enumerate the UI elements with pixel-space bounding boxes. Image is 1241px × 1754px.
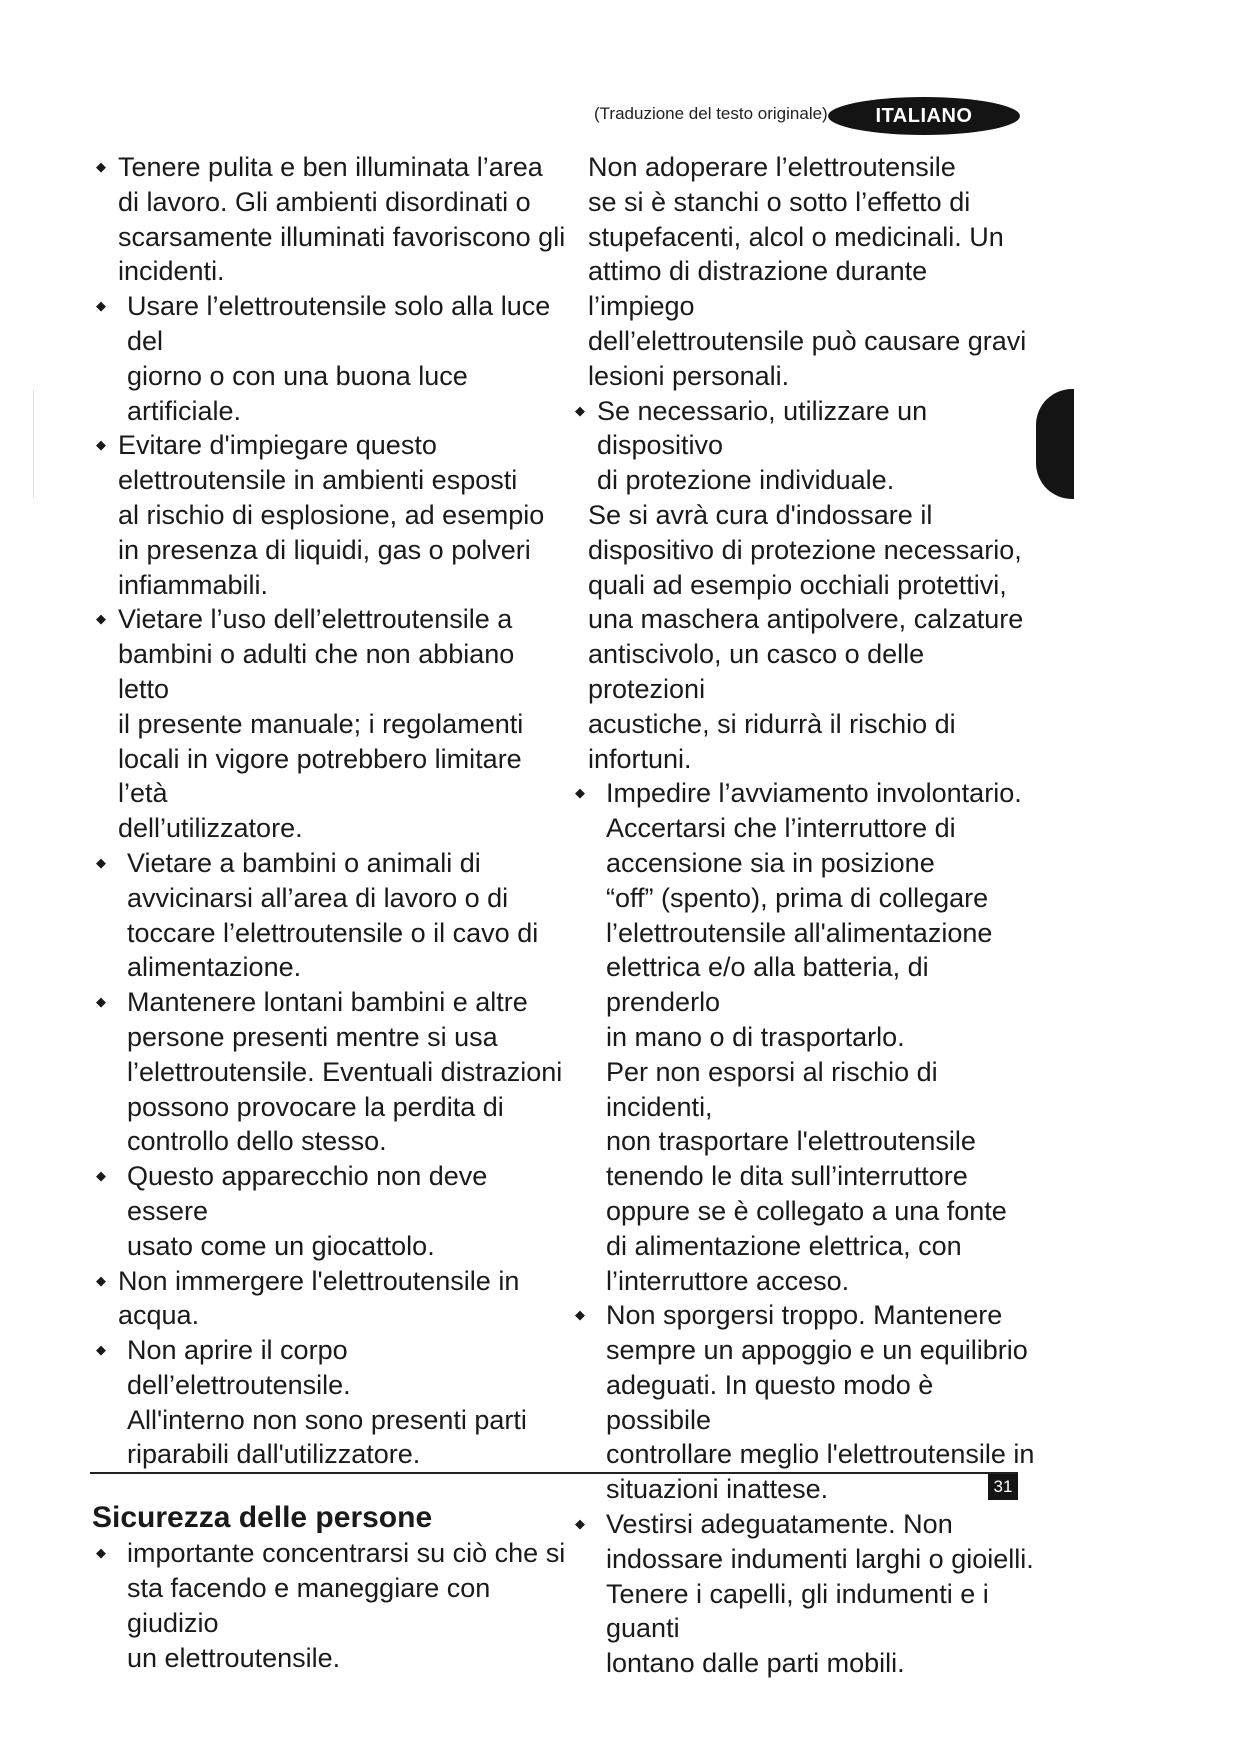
- item-text: Evitare d'impiegare questo elettroutensile in ambienti esposti al rischio di esplosione, ad esempio in presenza di liquidi, gas o polveri infiammabili.: [118, 430, 545, 600]
- item-text: Questo apparecchio non deve essere usato come un giocattolo.: [127, 1161, 488, 1261]
- left-column: [92, 150, 566, 1675]
- section-heading: Sicurezza delle persone: [92, 1501, 433, 1535]
- list-item: [96, 1333, 566, 1472]
- bullet-icon: ◆: [96, 159, 106, 174]
- bullet-icon: ◆: [96, 437, 106, 453]
- item-text: Usare l’elettroutensile solo alla luce del giorno o con una buona luce artificiale.: [127, 291, 551, 426]
- list-item: [96, 1159, 566, 1263]
- bullet-icon: ◆: [96, 611, 106, 627]
- item-text: Non sporgersi troppo. Mantenere sempre un appoggio e un equilibrio adeguati. In questo modo è possibile controllare meglio l'elettroutensile in situazioni inattese.: [606, 1300, 1035, 1505]
- item-text: Impedire l’avviamento involontario. Accertarsi che l’interruttore di accensione sia in posizione “off” (spento), prima di collegare l’elettroutensile all'alimentazione elettrica e/o alla batteria, di prenderlo in mano o di trasportarlo. Per non esporsi al rischio di incidenti, non trasportare l'elettroutensile tenendo le dita sull’interruttore oppure se è collegato a una fonte di alimentazione elettrica, con l’interruttore acceso.: [606, 778, 1022, 1296]
- list-item: [575, 1298, 1037, 1507]
- item-text: Non immergere l'elettroutensile in acqua.: [118, 1265, 520, 1331]
- list-item: [96, 428, 566, 602]
- item-text: Mantenere lontani bambini e altre persone presenti mentre si usa l’elettroutensile. Eventuali distrazioni possono provocare la perdita di controllo dello stesso.: [127, 987, 563, 1157]
- item-text: Tenere pulita e ben illuminata l’area di lavoro. Gli ambienti disordinati o scarsamente illuminati favoriscono gli incidenti.: [118, 152, 566, 287]
- bullet-icon: ◆: [96, 298, 106, 314]
- intro-paragraph: Non adoperare l’elettroutensile se si è stanchi o sotto l’effetto di stupefacenti, alcol o medicinali. Un attimo di distrazione durante l’impiego dell’elettroutensile può causare gravi lesioni personali.: [588, 152, 1027, 391]
- bullet-icon: ◆: [575, 402, 585, 418]
- item-text: Vietare l’uso dell’elettroutensile a bambini o adulti che non abbiano letto il presente manuale; i regolamenti locali in vigore potrebbero limitare l’età dell’utilizzatore.: [118, 604, 524, 844]
- item-text: Se necessario, utilizzare un dispositivo di protezione individuale.: [597, 395, 928, 496]
- bullet-icon: ◆: [96, 1168, 106, 1184]
- bullet-icon: ◆: [575, 1516, 585, 1532]
- list-item: [96, 1536, 566, 1675]
- language-badge: ITALIANO: [828, 97, 1020, 135]
- bullet-icon: ◆: [96, 1545, 106, 1561]
- list-item: [96, 985, 566, 1159]
- bullet-icon: ◆: [96, 994, 106, 1010]
- list-item: [96, 289, 566, 428]
- footer-rule: [90, 1472, 1018, 1474]
- list-item: [575, 1507, 1037, 1681]
- bullet-icon: ◆: [96, 1342, 106, 1358]
- item-text: Vietare a bambini o animali di avvicinarsi all’area di lavoro o di toccare l’elettroutensile o il cavo di alimentazione.: [127, 847, 539, 983]
- bullet-icon: ◆: [96, 1272, 106, 1288]
- right-column: [575, 150, 1037, 1681]
- item-text: importante concentrarsi su ciò che si sta facendo e maneggiare con giudizio un elettroutensile.: [127, 1538, 566, 1673]
- edge-mark: [33, 390, 34, 498]
- bullet-icon: ◆: [575, 785, 585, 801]
- list-item: [96, 1264, 566, 1334]
- list-item: [575, 776, 1037, 1298]
- bullet-icon: ◆: [575, 1307, 585, 1323]
- protection-note: Se si avrà cura d'indossare il dispositivo di protezione necessario, quali ad esempio occhiali protettivi, una maschera antipolvere, calzature antiscivolo, un casco o delle protezioni acustiche, si ridurrà il rischio di infortuni.: [588, 499, 1024, 774]
- list-item: [96, 150, 566, 289]
- item-text: Vestirsi adeguatamente. Non indossare indumenti larghi o gioielli. Tenere i capelli, gli indumenti e i guanti lontano dalle parti mobili.: [606, 1509, 1034, 1679]
- page-number: 31: [988, 1474, 1018, 1500]
- translation-note: (Traduzione del testo originale): [594, 104, 828, 123]
- item-text: Non aprire il corpo dell’elettroutensile. All'interno non sono presenti parti riparabili dall'utilizzatore.: [127, 1335, 527, 1470]
- bullet-icon: ◆: [96, 854, 106, 870]
- list-item: [96, 846, 566, 985]
- section-thumb-tab: [1036, 389, 1074, 499]
- list-item: [575, 394, 1037, 498]
- list-item: [96, 602, 566, 846]
